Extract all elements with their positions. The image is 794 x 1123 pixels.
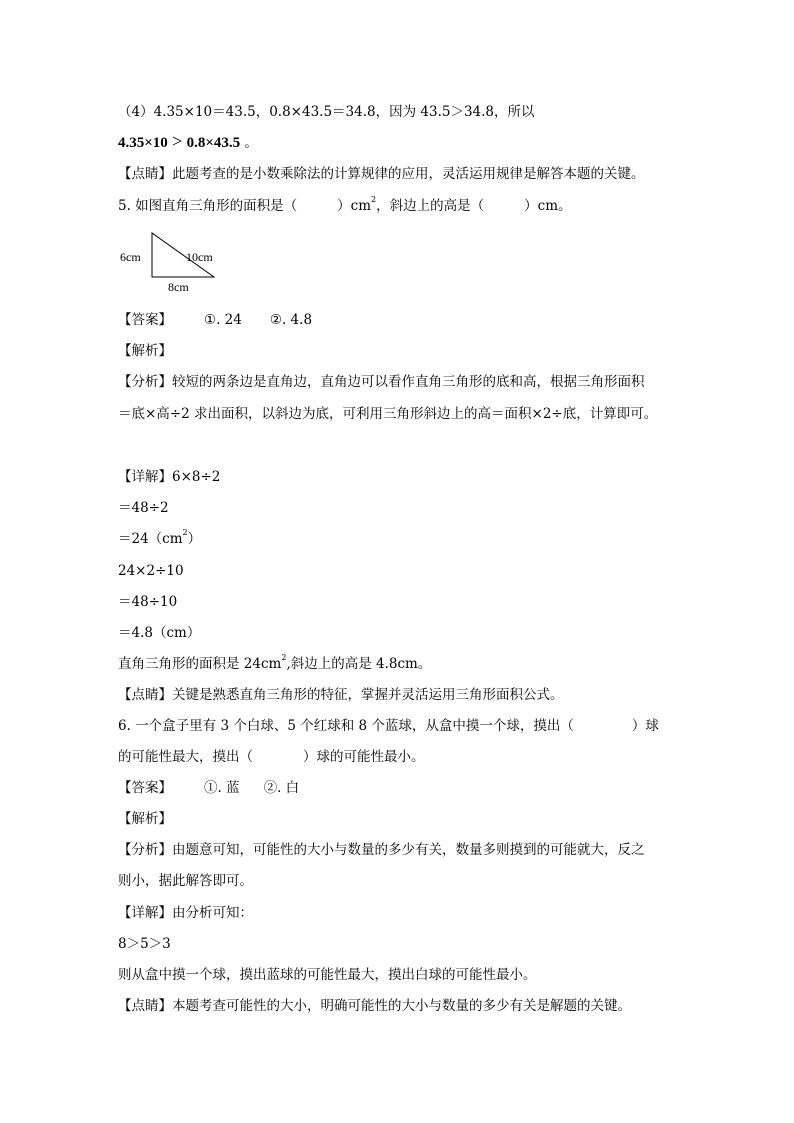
side-bottom-label: 8cm — [168, 280, 189, 294]
q5-detail-4: 24×2÷10 — [118, 563, 184, 579]
answer-label: 【答案】 — [118, 312, 172, 328]
q6-stem-1b: ）球 — [631, 718, 659, 734]
q6-review: 【点睛】本题考查可能性的大小，明确可能性的大小与数量的多少有关是解题的关键。 — [118, 998, 631, 1014]
expr-right: 0.8×43.5 — [186, 135, 241, 151]
answer-1: ①. 蓝 — [204, 780, 240, 796]
fenxi-text: 较短的两条边是直角边，直角边可以看作直角三角形的底和高，根据三角形面积 — [172, 374, 645, 390]
q5-stem-d: ）cm。 — [524, 198, 572, 214]
q6-fenxi-2: 则小，据此解答即可。 — [118, 873, 253, 889]
q5-stem-a: 5. 如图直角三角形的面积是（ — [118, 198, 298, 214]
answer-2: ②. 白 — [263, 780, 300, 796]
q6-stem-2 — [118, 747, 425, 767]
side-hyp-label: 10cm — [186, 250, 213, 264]
q5-stem — [118, 196, 572, 216]
q5-stem-b: ）cm — [337, 198, 372, 214]
q4-line: （4）4.35×10＝43.5，0.8×43.5＝34.8，因为 43.5＞34.8，所以 — [118, 104, 535, 120]
expr-left: 4.35×10 — [118, 135, 168, 151]
q6-analysis-label: 【解析】 — [118, 811, 172, 827]
detail-3sup: 2 — [182, 528, 188, 537]
q5-fenxi-2: ＝底×高÷2 求出面积，以斜边为底，可利用三角形斜边上的高＝面积×2÷底，计算即可。 — [118, 406, 658, 422]
conclusion-b: ,斜边上的高是 4.8cm。 — [286, 656, 432, 672]
q5-review: 【点睛】关键是熟悉直角三角形的特征，掌握并灵活运用三角形面积公式。 — [118, 687, 564, 703]
q6-stem-2a: 的可能性最大，摸出（ — [118, 749, 253, 765]
q6-detail-3: 则从盒中摸一个球，摸出蓝球的可能性最大，摸出白球的可能性最小。 — [118, 967, 537, 983]
detail-3a: ＝24（cm — [118, 531, 183, 547]
answer-label: 【答案】 — [118, 780, 172, 796]
q5-detail-6: ＝4.8（cm） — [118, 625, 201, 641]
q6-stem-2b: ）球的可能性最小。 — [303, 749, 425, 765]
conclusion-a: 直角三角形的面积是 24cm — [118, 656, 282, 672]
q4-review: 【点睛】此题考查的是小数乘除法的计算规律的应用，灵活运用规律是解答本题的关键。 — [118, 166, 645, 182]
q5-stem-sup: 2 — [371, 195, 377, 204]
q6-detail-1: 【详解】由分析可知： — [118, 905, 253, 921]
q6-detail-2: 8＞5＞3 — [118, 936, 171, 952]
q5-stem-c: ，斜边上的高是（ — [376, 198, 485, 214]
q5-detail-3 — [118, 529, 201, 549]
q5-detail-1 — [118, 467, 220, 487]
conclusion-sup: 2 — [281, 653, 287, 662]
q5-analysis-label: 【解析】 — [118, 343, 172, 359]
q6-answer — [118, 778, 299, 798]
expr-end: 。 — [244, 135, 258, 151]
fenxi-label: 【分析】 — [118, 374, 172, 390]
q4-expression — [118, 131, 258, 153]
q6-fenxi-1: 【分析】由题意可知，可能性的大小与数量的多少有关，数量多则摸到的可能就大，反之 — [118, 842, 645, 858]
q5-detail-2: ＝48÷2 — [118, 500, 169, 516]
side-left-label: 6cm — [120, 250, 141, 264]
right-triangle-figure — [118, 225, 228, 297]
detail-text: 6×8÷2 — [172, 469, 221, 485]
q6-stem-1a: 6. 一个盒子里有 3 个白球、5 个红球和 8 个蓝球，从盒中摸一个球，摸出（ — [118, 718, 574, 734]
q5-conclusion — [118, 654, 431, 674]
q5-answer — [118, 310, 312, 330]
detail-3b: ） — [187, 531, 202, 547]
q5-fenxi-1 — [118, 372, 645, 392]
detail-label: 【详解】 — [118, 469, 172, 485]
q6-stem-1 — [118, 716, 659, 736]
expr-gt: > — [172, 131, 183, 151]
q5-detail-5: ＝48÷10 — [118, 594, 178, 610]
answer-1: ①. 24 — [204, 312, 242, 328]
answer-2: ②. 4.8 — [269, 312, 313, 328]
